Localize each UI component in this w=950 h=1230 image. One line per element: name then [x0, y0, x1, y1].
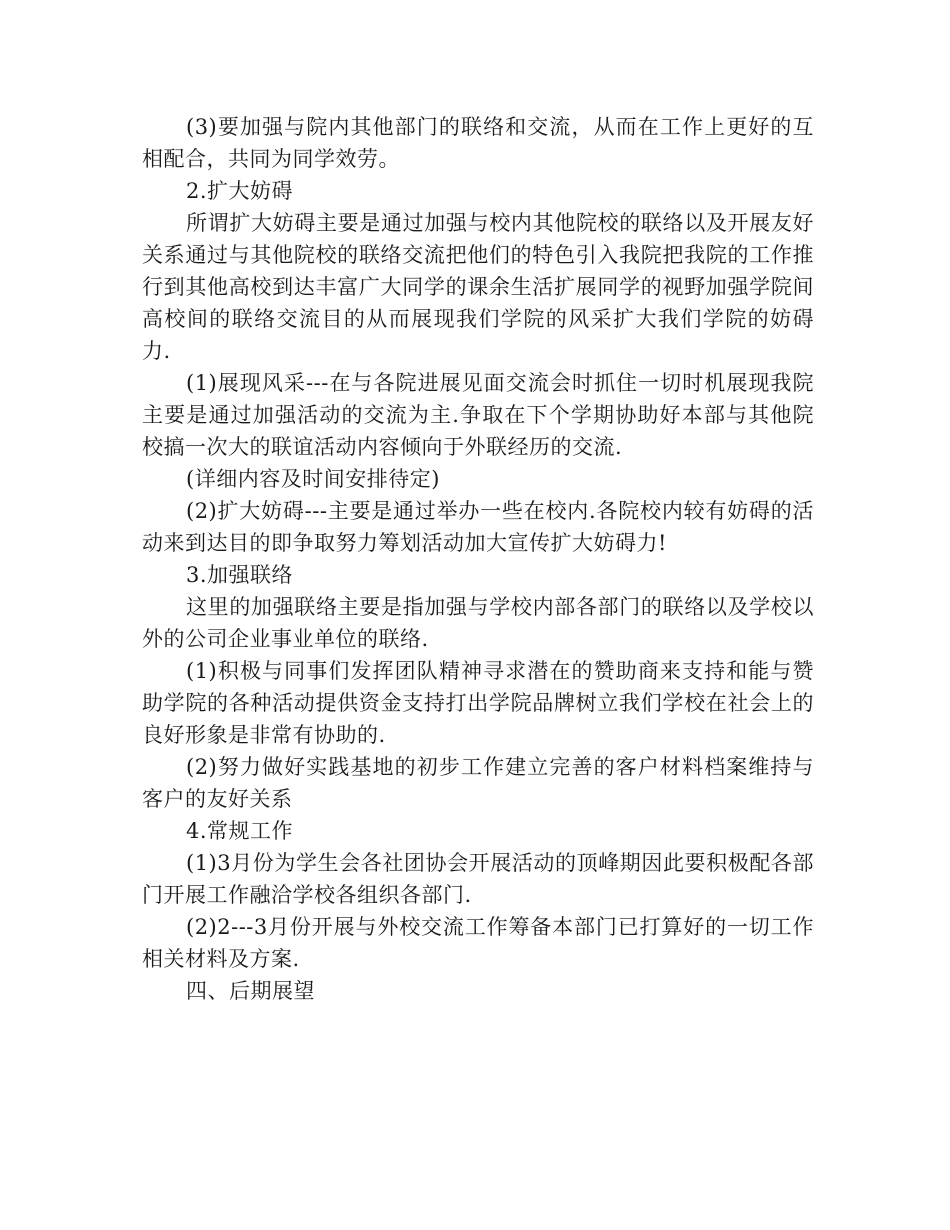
- paragraph-item-2-february-march: (2)2---3月份开展与外校交流工作筹备本部门已打算好的一切工作相关材料及方案.: [142, 915, 814, 971]
- paragraph-item-3-cooperation: (3)要加强与院内其他部门的联络和交流，从而在工作上更好的互相配合，共同为同学效劳。: [142, 115, 814, 171]
- paragraph-item-1-show-style: (1)展现风采---在与各院进展见面交流会时抓住一切时机展现我院主要是通过加强活动的交流为主.争取在下个学期协助好本部与其他院校搞一次大的联谊活动内容倾向于外联经历的交流.: [142, 371, 814, 459]
- paragraph-item-2-practice-base: (2)努力做好实践基地的初步工作建立完善的客户材料档案维持与客户的友好关系: [142, 755, 814, 811]
- paragraph-strengthen-contact: 这里的加强联络主要是指加强与学校内部各部门的联络以及学校以外的公司企业事业单位的联络.: [142, 595, 814, 651]
- paragraph-item-1-sponsors: (1)积极与同事们发挥团队精神寻求潜在的赞助商来支持和能与赞助学院的各种活动提供资金支持打出学院品牌树立我们学校在社会上的良好形象是非常有协助的.: [142, 659, 814, 747]
- section-heading-outlook: 四、后期展望: [186, 979, 315, 1003]
- section-heading-expand-influence: 2.扩大妨碍: [186, 179, 294, 203]
- paragraph-details-pending: (详细内容及时间安排待定): [186, 467, 440, 491]
- section-heading-strengthen-contact: 3.加强联络: [186, 563, 294, 587]
- paragraph-item-2-expand-influence: (2)扩大妨碍---主要是通过举办一些在校内.各院校内较有妨碍的活动来到达目的即争取努力筹划活动加大宣传扩大妨碍力!: [142, 499, 814, 555]
- document-body: [142, 111, 814, 1007]
- paragraph-item-1-march: (1)3月份为学生会各社团协会开展活动的顶峰期因此要积极配各部门开展工作融洽学校各组织各部门.: [142, 851, 814, 907]
- paragraph-expand-influence: 所谓扩大妨碍主要是通过加强与校内其他院校的联络以及开展友好关系通过与其他院校的联络交流把他们的特色引入我院把我院的工作推行到其他高校到达丰富广大同学的课余生活扩展同学的视野加强学院间高校间的联络交流目的从而展现我们学院的风采扩大我们学院的妨碍力.: [142, 211, 814, 363]
- section-heading-routine-work: 4.常规工作: [186, 819, 294, 843]
